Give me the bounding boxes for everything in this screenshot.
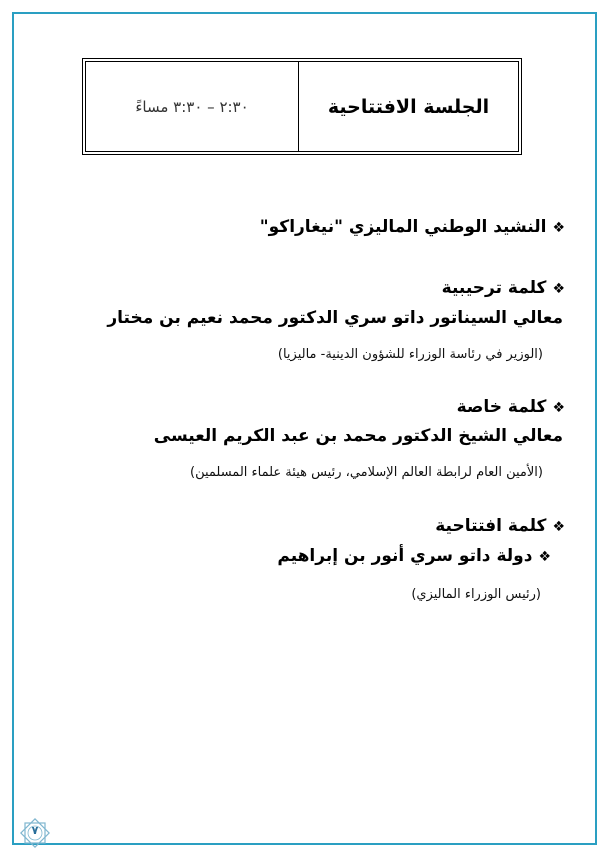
welcome-role: (الوزير في رئاسة الوزراء للشؤون الدينية- ماليزيا) bbox=[277, 347, 543, 362]
anthem-title: النشيد الوطني الماليزي "نيغاراكو" bbox=[259, 217, 547, 237]
welcome-heading: كلمة ترحيبية bbox=[441, 278, 547, 298]
session-title: الجلسة الافتتاحية bbox=[298, 62, 518, 151]
opening-speaker: دولة داتو سري أنور بن إبراهيم bbox=[277, 546, 533, 566]
special-heading: كلمة خاصة bbox=[456, 397, 547, 417]
special-speaker: معالي الشيخ الدكتور محمد بن عبد الكريم العيسى bbox=[153, 426, 563, 446]
page-number-badge bbox=[18, 816, 52, 850]
special-heading-line bbox=[457, 397, 565, 417]
opening-heading-line bbox=[435, 516, 565, 536]
special-role: (الأمين العام لرابطة العالم الإسلامي، رئيس هيئة علماء المسلمين) bbox=[190, 465, 543, 480]
bullet-icon: ❖ bbox=[552, 219, 565, 236]
opening-speaker-line bbox=[277, 546, 551, 566]
bullet-icon: ❖ bbox=[552, 399, 565, 416]
opening-heading: كلمة افتتاحية bbox=[435, 516, 547, 536]
opening-role: (رئيس الوزراء الماليزي) bbox=[411, 587, 541, 602]
session-time: ٢:٣٠ – ٣:٣٠ مساءً bbox=[135, 97, 249, 116]
bullet-icon: ❖ bbox=[538, 548, 551, 565]
page-number: ٧ bbox=[31, 824, 39, 837]
bullet-icon: ❖ bbox=[552, 518, 565, 535]
anthem-item bbox=[260, 217, 565, 237]
welcome-speaker: معالي السيناتور داتو سري الدكتور محمد نعيم بن مختار bbox=[107, 308, 563, 328]
welcome-heading-line bbox=[442, 278, 565, 298]
bullet-icon: ❖ bbox=[552, 280, 565, 297]
